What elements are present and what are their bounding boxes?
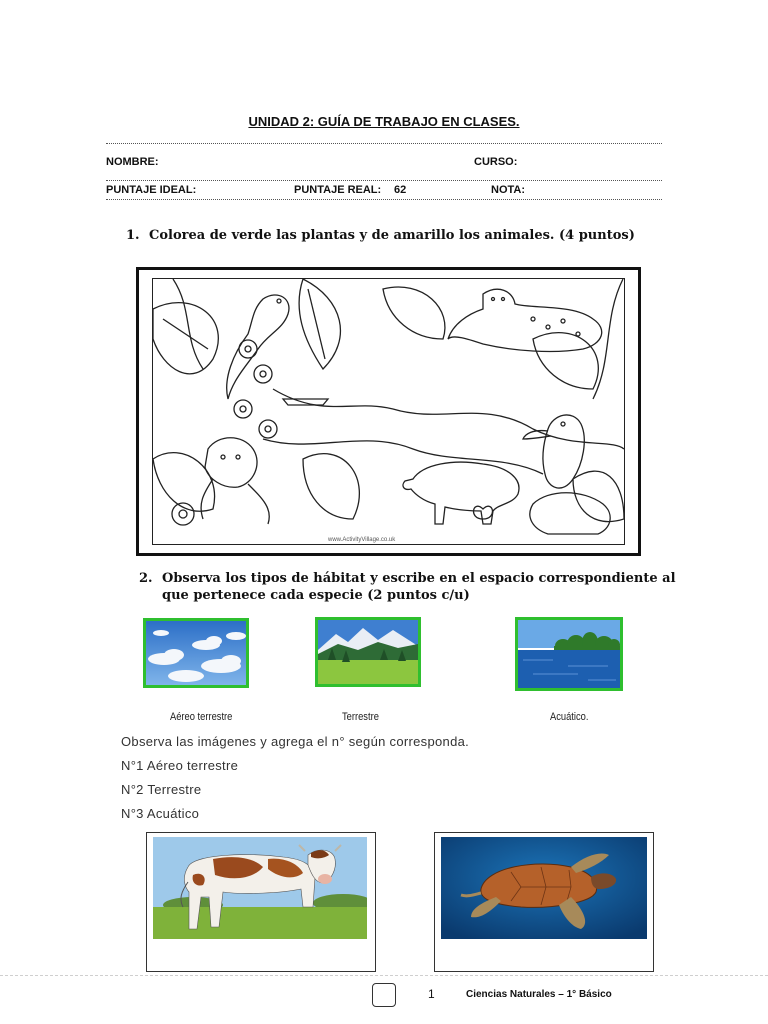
jungle-picture-frame [136,267,641,556]
divider [106,143,662,144]
question-1-text: Colorea de verde las plantas y de amarillo los animales. (4 puntos) [149,228,635,243]
cow-answer-box[interactable] [146,942,376,972]
image-credit: www.ActivityVillage.co.uk [328,537,396,543]
habitat-water-image [515,617,623,691]
curso-label: CURSO: [474,156,518,168]
option-1: N°1 Aéreo terrestre [121,758,239,773]
question-2-line-2: que pertenece cada especie (2 puntos c/u) [162,588,470,603]
jungle-coloring-image [152,278,625,545]
footer-divider [0,975,768,976]
habitat-label-aereo: Aéreo terrestre [170,711,233,723]
habitat-land-image [315,617,421,687]
question-2-line-1: Observa los tipos de hábitat y escribe en el espacio correspondiente al [162,571,676,586]
cow-picture-box [146,832,376,944]
divider [106,180,662,181]
turtle-picture-box [434,832,654,944]
puntaje-ideal-label: PUNTAJE IDEAL: [106,184,197,196]
page-number: 1 [428,987,435,1001]
puntaje-real-value: 62 [394,184,407,196]
divider [106,199,662,200]
instruction-text: Observa las imágenes y agrega el n° según corresponda. [121,734,470,749]
nota-label: NOTA: [491,184,526,196]
habitat-sky-image [143,618,249,688]
question-1-number: 1. [126,228,140,243]
page-title: UNIDAD 2: GUÍA DE TRABAJO EN CLASES. [248,114,520,129]
footer-subject: Ciencias Naturales – 1° Básico [466,989,612,1000]
puntaje-real-label: PUNTAJE REAL: [294,184,382,196]
option-3: N°3 Acuático [121,806,200,821]
option-2: N°2 Terrestre [121,782,202,797]
nombre-label: NOMBRE: [106,156,159,168]
habitat-label-acuatico: Acuático. [550,711,589,723]
question-2-number: 2. [139,571,153,586]
habitat-label-terrestre: Terrestre [342,711,379,723]
turtle-answer-box[interactable] [434,942,654,972]
sea-turtle-image [441,837,647,939]
cow-image [153,837,367,939]
checkbox-icon[interactable] [372,983,396,1007]
